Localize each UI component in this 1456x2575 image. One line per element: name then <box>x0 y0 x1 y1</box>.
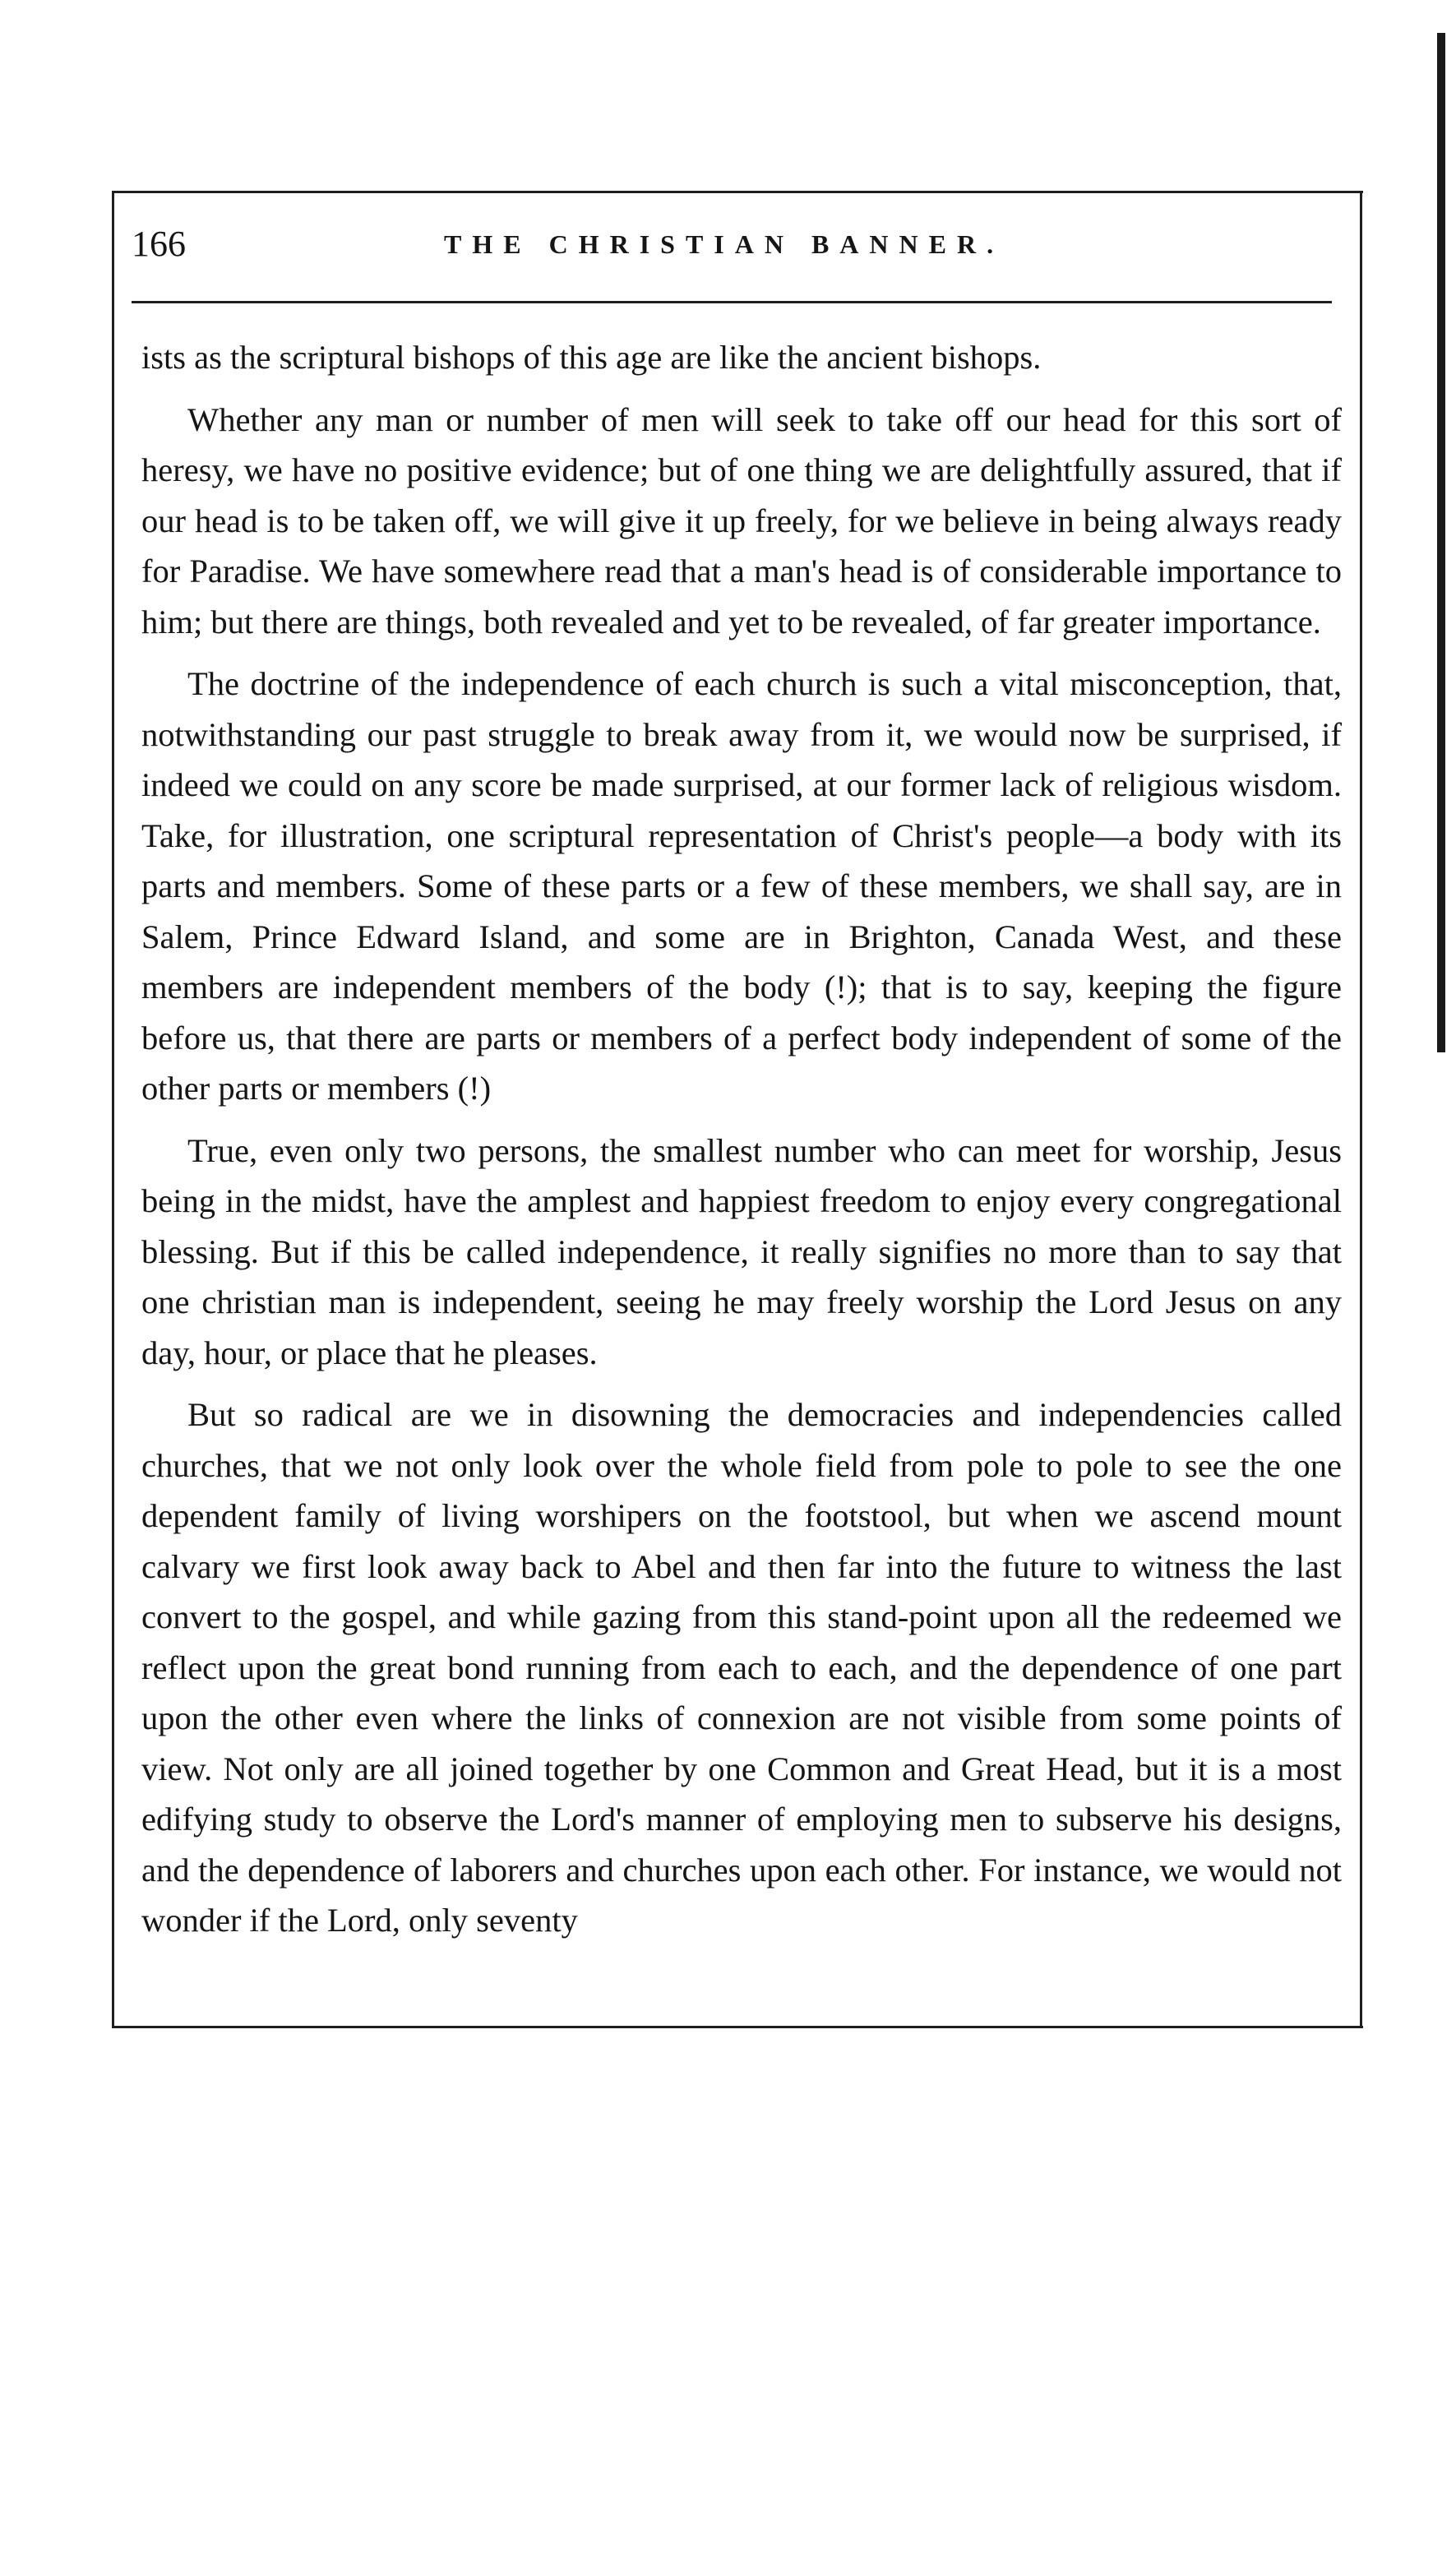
left-border-rule <box>112 191 114 2028</box>
article-body <box>141 332 1342 1958</box>
paragraph-continuation: ists as the scriptural bishops of this age are like the ancient bishops. <box>141 339 1042 376</box>
paragraph: The doctrine of the independence of each church is such a vital misconception, that, notwithstanding our past struggle to break away from it, we would now be surprised, if indeed we could on any score be made surprised, at our former lack of religious wisdom. Take, for illustration, one scriptural representation of Christ's people—a body with its parts and members. Some of these parts or a few of these members, we shall say, are in Salem, Prince Edward Island, and some are in Brighton, Canada West, and these members are independent members of the body (!); that is to say, keeping the figure before us, that there are parts or members of a perfect body independent of some of the other parts or members (!) <box>141 665 1342 1107</box>
paragraph: But so radical are we in disowning the democracies and independencies called churches, that we not only look over the whole field from pole to pole to see the one dependent family of living worshipers on the footstool, but when we ascend mount calvary we first look away back to Abel and then far into the future to witness the last convert to the gospel, and while gazing from this stand-point upon all the redeemed we reflect upon the great bond running from each to each, and the dependence of one part upon the other even where the links of connexion are not visible from some points of view. Not only are all joined together by one Common and Great Head, but it is a most edifying study to observe the Lord's manner of employing men to subserve his designs, and the dependence of laborers and churches upon each other. For instance, we would not wonder if the Lord, only seventy <box>141 1396 1342 1939</box>
paragraph: Whether any man or number of men will seek to take off our head for this sort of heresy, we have no positive evidence; but of one thing we are delightfully assured, that if our head is to be taken off, we will give it up freely, for we believe in being always ready for Paradise. We have somewhere read that a man's head is of considerable importance to him; but there are things, both revealed and yet to be revealed, of far greater importance. <box>141 400 1342 640</box>
header-rule <box>132 301 1332 303</box>
bottom-border-rule <box>113 2026 1363 2028</box>
top-border-rule <box>113 191 1363 193</box>
running-title: THE CHRISTIAN BANNER. <box>444 229 1005 259</box>
page-number: 166 <box>132 224 186 264</box>
paragraph: True, even only two persons, the smallest number who can meet for worship, Jesus being in the midst, have the amplest and happiest freedom to enjoy every congregational blessing. But if this be called independence, it really signifies no more than to say that one christian man is independent, seeing he may freely worship the Lord Jesus on any day, hour, or place that he pleases. <box>141 1131 1342 1371</box>
scan-edge-mark <box>1437 33 1445 1052</box>
right-border-rule <box>1360 191 1362 2028</box>
